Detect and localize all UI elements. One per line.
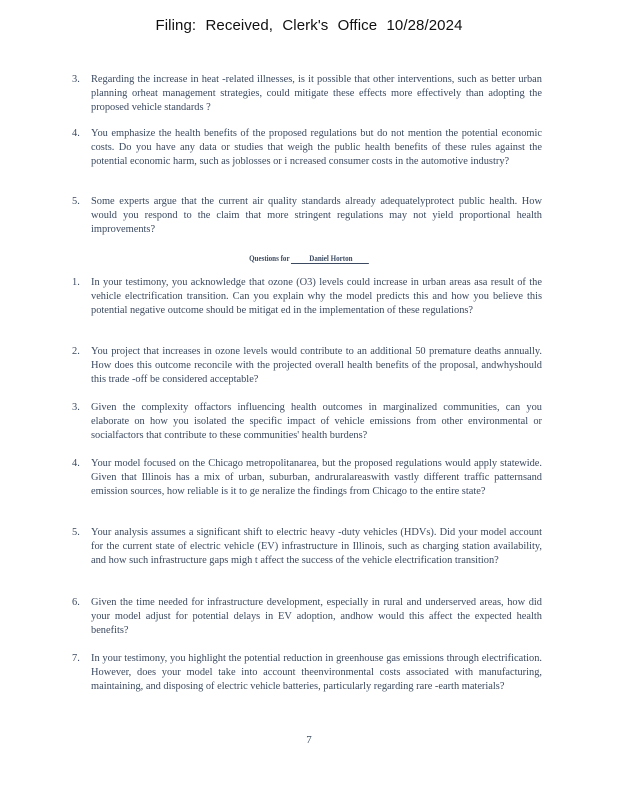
question-text: Some experts argue that the current air quality standards already adequatelyprotect public health. How would you respond to the claim that more stringent regulations may not yield proportional health improvements?	[91, 196, 542, 235]
question-number: 4.	[72, 128, 80, 139]
page-number: 7	[306, 734, 312, 746]
question-text: Given the time needed for infrastructure development, especially in rural and underserved areas, how did your model adjust for potential delays in EV adoption, andhow would this affect the expected health benefits?	[91, 597, 542, 636]
question-number: 5.	[72, 527, 80, 538]
question-text: You emphasize the health benefits of the proposed regulations but do not mention the potential economic costs. Do you have any data or studies that weigh the public health benefits of these rules against the potential economic harm, such as joblosses or i ncreased consumer costs in the automotive industry?	[91, 128, 542, 167]
question-item-4	[72, 127, 542, 169]
question-text: Your model focused on the Chicago metropolitanarea, but the proposed regulations would apply statewide. Given that Illinois has a mix of urban, suburban, andruralareaswith vastly different traffic patternsand emission sources, how reliable is it to ge neralize the findings from Chicago to the entire state?	[91, 458, 542, 497]
question-item-3	[72, 73, 542, 115]
section-subheading	[56, 253, 563, 264]
subheading-name: Daniel Horton	[291, 253, 369, 264]
horton-question-7	[72, 652, 542, 694]
question-number: 2.	[72, 346, 80, 357]
question-text: In your testimony, you acknowledge that ozone (O3) levels could increase in urban areas asa result of the vehicle electrification transition. Can you explain why the model predicts this and how you believe this potential negative outcome should be mitigat ed in the implementation of these regulations?	[91, 277, 542, 316]
subheading-label: Questions for	[249, 253, 290, 263]
horton-question-4	[72, 457, 542, 499]
horton-question-2	[72, 345, 542, 387]
question-number: 6.	[72, 597, 80, 608]
question-text: Your analysis assumes a significant shift to electric heavy -duty vehicles (HDVs). Did your model account for the current state of electric vehicle (EV) infrastructure in Illinois, such as charging station availability, and how such infrastructure gaps migh t affect the success of the vehicle electrification transition?	[91, 527, 542, 566]
horton-question-1	[72, 276, 542, 318]
question-number: 7.	[72, 653, 80, 664]
horton-question-5	[72, 526, 542, 568]
question-text: In your testimony, you highlight the potential reduction in greenhouse gas emissions through electrification. However, does your model take into account theenvironmental costs associated with manufacturing, maintaining, and disposing of electric vehicle batteries, particularly regarding rare -earth materials?	[91, 653, 542, 692]
question-text: You project that increases in ozone levels would contribute to an additional 50 premature deaths annually. How does this outcome reconcile with the projected overall health benefits of the proposal, andwhyshould this trade -off be considered acceptable?	[91, 346, 542, 385]
question-number: 3.	[72, 402, 80, 413]
horton-question-6	[72, 596, 542, 638]
question-number: 3.	[72, 74, 80, 85]
question-number: 4.	[72, 458, 80, 469]
filing-stamp: Filing: Received, Clerk's Office 10/28/2024	[155, 17, 463, 34]
question-number: 5.	[72, 196, 80, 207]
question-number: 1.	[72, 277, 80, 288]
question-text: Regarding the increase in heat -related illnesses, is it possible that other interventions, such as better urban planning orheat management strategies, could mitigate these effects more effectively than adopting the proposed vehicle standards ?	[91, 74, 542, 113]
question-text: Given the complexity offactors influencing health outcomes in marginalized communities, can you elaborate on how you isolated the specific impact of vehicle emissions from other environmental or socialfactors that contribute to these communities' health burdens?	[91, 402, 542, 441]
question-item-5	[72, 195, 542, 237]
horton-question-3	[72, 401, 542, 443]
